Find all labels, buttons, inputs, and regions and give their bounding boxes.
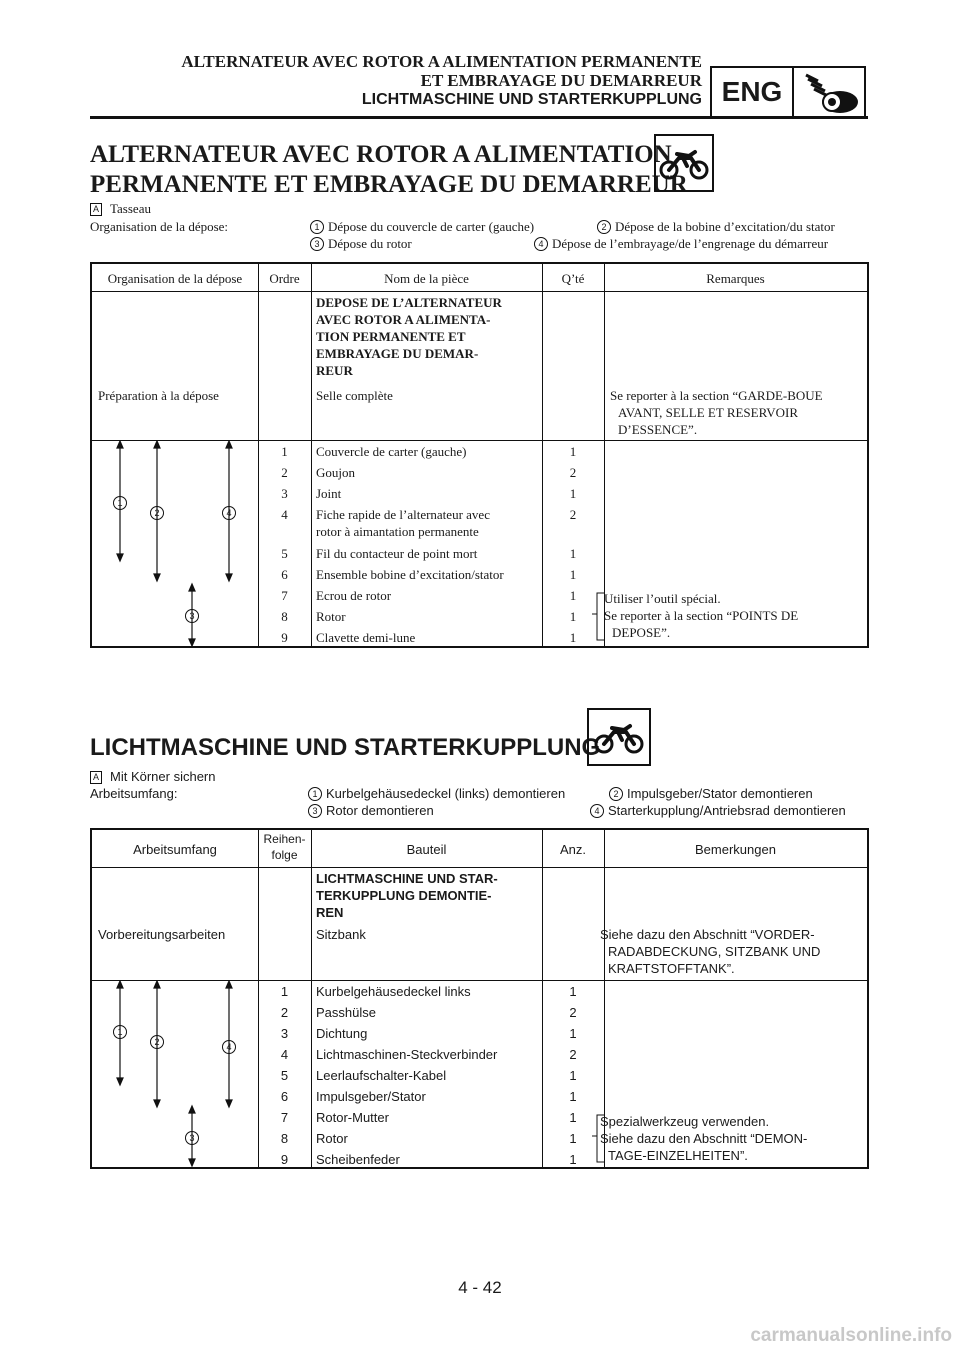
row-part: Clavette demi-lune bbox=[316, 630, 416, 645]
row-part: Leerlaufschalter-Kabel bbox=[316, 1068, 447, 1083]
row-order: 4 bbox=[281, 507, 288, 522]
section-title-fr bbox=[90, 140, 688, 200]
org-item-de-1: 1 Kurbelgehäusedeckel (links) demontieren bbox=[308, 785, 565, 802]
order-arrows bbox=[92, 440, 258, 646]
arrow-label: 1 bbox=[113, 496, 127, 510]
row-part: Couvercle de carter (gauche) bbox=[316, 444, 467, 459]
note-de bbox=[90, 768, 215, 785]
page-number: 4 - 42 bbox=[458, 1278, 502, 1297]
row-part: Rotor bbox=[316, 609, 346, 624]
watermark: carmanualsonline.info bbox=[750, 1325, 952, 1346]
arrow-label: 2 bbox=[150, 1035, 164, 1049]
row-order: 9 bbox=[280, 1152, 289, 1167]
prep-remark: Siehe dazu den Abschnitt “VORDER- RADABDECKUNG, SITZBANK UND KRAFTSTOFFTANK”. bbox=[600, 927, 821, 976]
row-qty: 1 bbox=[569, 609, 577, 624]
row-qty: 1 bbox=[569, 588, 577, 603]
row-part: Fil du contacteur de point mort bbox=[316, 546, 478, 561]
row-qty: 2 bbox=[569, 1005, 577, 1020]
order-arrows bbox=[92, 980, 258, 1167]
bracket-remark: Spezialwerkzeug verwenden. Siehe dazu den Abschnitt “DEMON- TAGE-EINZELHEITEN”. bbox=[600, 1114, 808, 1163]
org-item-fr-4: 4 Dépose de l’embrayage/de l’engrenage du démarreur bbox=[534, 235, 828, 252]
org-label-de: Arbeitsumfang: bbox=[90, 786, 178, 801]
row-order: 1 bbox=[281, 444, 288, 459]
row-qty: 1 bbox=[569, 1089, 577, 1104]
row-qty: 1 bbox=[569, 567, 577, 582]
row-order: 3 bbox=[281, 486, 288, 501]
row-order: 3 bbox=[280, 1026, 289, 1041]
note-letter-box: A bbox=[90, 203, 102, 216]
row-qty: 2 bbox=[569, 465, 577, 480]
engine-spring-icon bbox=[794, 68, 864, 116]
arrow-label: 2 bbox=[150, 506, 164, 520]
org-item-fr-3: 3 Dépose du rotor bbox=[310, 235, 412, 252]
col-header: Remarques bbox=[706, 271, 765, 286]
motorcycle-icon bbox=[587, 708, 651, 766]
col-header: Reihen- folge bbox=[263, 832, 306, 862]
row-part: Ensemble bobine d’excitation/stator bbox=[316, 567, 504, 582]
prep-label: Vorbereitungsarbeiten bbox=[98, 927, 226, 942]
arrow-label: 3 bbox=[185, 1131, 199, 1145]
col-header: Nom de la pièce bbox=[384, 271, 469, 286]
org-item-de-2: 2 Impulsgeber/Stator demontieren bbox=[609, 785, 813, 802]
org-item-de-4: 4 Starterkupplung/Antriebsrad demontieren bbox=[590, 802, 846, 819]
row-order: 9 bbox=[281, 630, 288, 645]
col-header: Bemerkungen bbox=[695, 842, 776, 857]
row-order: 6 bbox=[281, 567, 288, 582]
row-order: 8 bbox=[280, 1131, 289, 1146]
col-header: Bauteil bbox=[406, 842, 447, 857]
row-qty: 1 bbox=[569, 546, 577, 561]
row-part: Fiche rapide de l’alternateur avec rotor à aimantation permanente bbox=[316, 507, 490, 539]
row-part: Lichtmaschinen-Steckverbinder bbox=[316, 1047, 498, 1062]
header-line-2: ET EMBRAYAGE DU DEMARREUR bbox=[420, 71, 702, 90]
row-part: Goujon bbox=[316, 465, 355, 480]
row-qty: 1 bbox=[569, 486, 577, 501]
row-qty: 1 bbox=[569, 1152, 577, 1167]
col-header: Organisation de la dépose bbox=[107, 271, 243, 286]
row-qty: 1 bbox=[569, 444, 577, 459]
org-label-fr: Organisation de la dépose: bbox=[90, 219, 229, 234]
header-line-1: ALTERNATEUR AVEC ROTOR A ALIMENTATION PERMANENTE bbox=[181, 52, 702, 71]
org-item-de-3: 3 Rotor demontieren bbox=[308, 802, 434, 819]
removal-table-fr bbox=[90, 262, 869, 648]
row-qty: 1 bbox=[569, 1131, 577, 1146]
row-order: 6 bbox=[280, 1089, 289, 1104]
row-qty: 2 bbox=[569, 1047, 577, 1062]
row-qty: 2 bbox=[569, 507, 577, 522]
col-header: Anz. bbox=[559, 842, 586, 857]
row-part: Passhülse bbox=[316, 1005, 376, 1020]
title-fr-line-1: ALTERNATEUR AVEC ROTOR A ALIMENTATION bbox=[90, 141, 672, 168]
row-qty: 1 bbox=[569, 1026, 577, 1041]
col-header: Q’té bbox=[561, 271, 585, 286]
row-part: Joint bbox=[316, 486, 342, 501]
title-fr-line-2: PERMANENTE ET EMBRAYAGE DU DEMARREUR bbox=[90, 171, 688, 198]
removal-table-de bbox=[90, 828, 869, 1169]
row-part: Dichtung bbox=[316, 1026, 368, 1041]
page-header bbox=[90, 52, 702, 109]
arrow-label: 1 bbox=[113, 1025, 127, 1039]
row-qty: 1 bbox=[569, 1068, 577, 1083]
row-qty: 1 bbox=[569, 1110, 577, 1125]
prep-remark: Se reporter à la section “GARDE-BOUE AVANT, SELLE ET RESERVOIR D’ESSENCE”. bbox=[610, 388, 823, 437]
row-part: Impulsgeber/Stator bbox=[316, 1089, 426, 1104]
arrow-label: 4 bbox=[222, 1040, 236, 1054]
eng-label: ENG bbox=[712, 68, 794, 116]
row-qty: 1 bbox=[569, 630, 577, 645]
prep-title: DEPOSE DE L’ALTERNATEUR AVEC ROTOR A ALIMENTA- TION PERMANENTE ET EMBRAYAGE DU DEMAR- REUR bbox=[316, 295, 502, 378]
row-order: 5 bbox=[281, 546, 288, 561]
row-qty: 1 bbox=[569, 984, 577, 999]
row-part: Scheibenfeder bbox=[316, 1152, 400, 1167]
row-part: Ecrou de rotor bbox=[316, 588, 392, 603]
prep-title: LICHTMASCHINE UND STAR- TERKUPPLUNG DEMONTIE- REN bbox=[316, 871, 498, 920]
row-part: Rotor bbox=[316, 1131, 348, 1146]
note-letter-box: A bbox=[90, 771, 102, 784]
org-item-fr-1: 1 Dépose du couvercle de carter (gauche) bbox=[310, 218, 534, 235]
motorcycle-icon bbox=[654, 134, 714, 192]
row-part: Kurbelgehäusedeckel links bbox=[316, 984, 471, 999]
row-order: 7 bbox=[281, 588, 288, 603]
eng-badge bbox=[710, 66, 866, 118]
row-part: Rotor-Mutter bbox=[316, 1110, 389, 1125]
row-order: 2 bbox=[281, 465, 288, 480]
prep-part: Selle complète bbox=[316, 388, 393, 403]
section-title-de: LICHTMASCHINE UND STARTERKUPPLUNG bbox=[90, 734, 601, 761]
arrow-label: 4 bbox=[222, 506, 236, 520]
prep-part: Sitzbank bbox=[316, 927, 366, 942]
row-order: 5 bbox=[280, 1068, 289, 1083]
note-fr bbox=[90, 200, 151, 217]
col-header: Arbeitsumfang bbox=[133, 842, 217, 857]
prep-label: Préparation à la dépose bbox=[98, 388, 219, 403]
row-order: 1 bbox=[280, 984, 289, 999]
row-order: 7 bbox=[280, 1110, 289, 1125]
org-item-fr-2: 2 Dépose de la bobine d’excitation/du stator bbox=[597, 218, 835, 235]
row-order: 2 bbox=[280, 1005, 289, 1020]
row-order: 8 bbox=[281, 609, 288, 624]
header-line-3: LICHTMASCHINE UND STARTERKUPPLUNG bbox=[361, 91, 702, 108]
note-fr-text: Tasseau bbox=[110, 201, 151, 216]
bracket-remark: Utiliser l’outil spécial. Se reporter à la section “POINTS DE DEPOSE”. bbox=[604, 591, 799, 640]
header-rule bbox=[90, 116, 868, 119]
note-de-text: Mit Körner sichern bbox=[110, 769, 216, 784]
col-header: Ordre bbox=[269, 271, 300, 286]
row-order: 4 bbox=[280, 1047, 289, 1062]
arrow-label: 3 bbox=[185, 609, 199, 623]
